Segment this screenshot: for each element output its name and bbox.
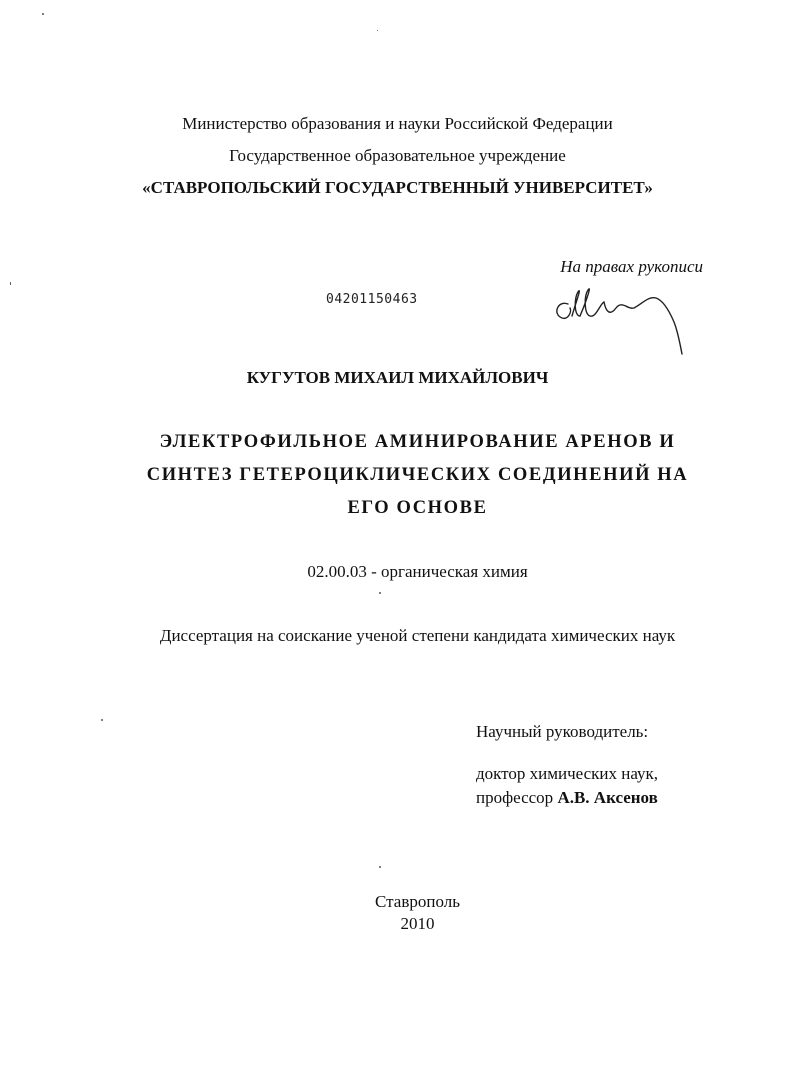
- year: 2010: [400, 914, 435, 933]
- supervisor-name: А.В. Аксенов: [557, 788, 658, 807]
- institution-type-line: Государственное образовательное учреждение: [229, 146, 566, 165]
- dissertation-title-line-2: СИНТЕЗ ГЕТЕРОЦИКЛИЧЕСКИХ СОЕДИНЕНИЙ НА: [146, 465, 689, 485]
- supervisor-position: профессор: [476, 788, 554, 807]
- dissertation-title-line-3: ЕГО ОСНОВЕ: [347, 498, 488, 518]
- ministry-line: Министерство образования и науки Российской Федерации: [182, 114, 613, 133]
- specialty: 02.00.03 - органическая химия: [307, 562, 528, 581]
- supervisor-title: доктор химических наук,: [476, 764, 659, 783]
- author-name: КУГУТОВ МИХАИЛ МИХАЙЛОВИЧ: [246, 368, 549, 387]
- supervisor-line: [476, 788, 658, 808]
- scan-speck: [379, 866, 381, 868]
- city: Ставрополь: [375, 892, 460, 911]
- scan-speck: [10, 282, 11, 285]
- manuscript-note: На правах рукописи: [560, 257, 703, 276]
- registration-number: 04201150463: [326, 292, 418, 307]
- supervisor-label: Научный руководитель:: [476, 722, 649, 741]
- degree-statement: Диссертация на соискание ученой степени кандидата химических наук: [159, 626, 676, 645]
- scan-speck: [379, 592, 381, 594]
- university-name: «СТАВРОПОЛЬСКИЙ ГОСУДАРСТВЕННЫЙ УНИВЕРСИТЕТ»: [142, 178, 653, 197]
- scan-speck: [42, 13, 44, 15]
- dissertation-title-line-1: ЭЛЕКТРОФИЛЬНОЕ АМИНИРОВАНИЕ АРЕНОВ И: [159, 432, 676, 452]
- scan-speck: [377, 30, 378, 31]
- signature-icon: [548, 282, 698, 357]
- scan-speck: [101, 719, 103, 721]
